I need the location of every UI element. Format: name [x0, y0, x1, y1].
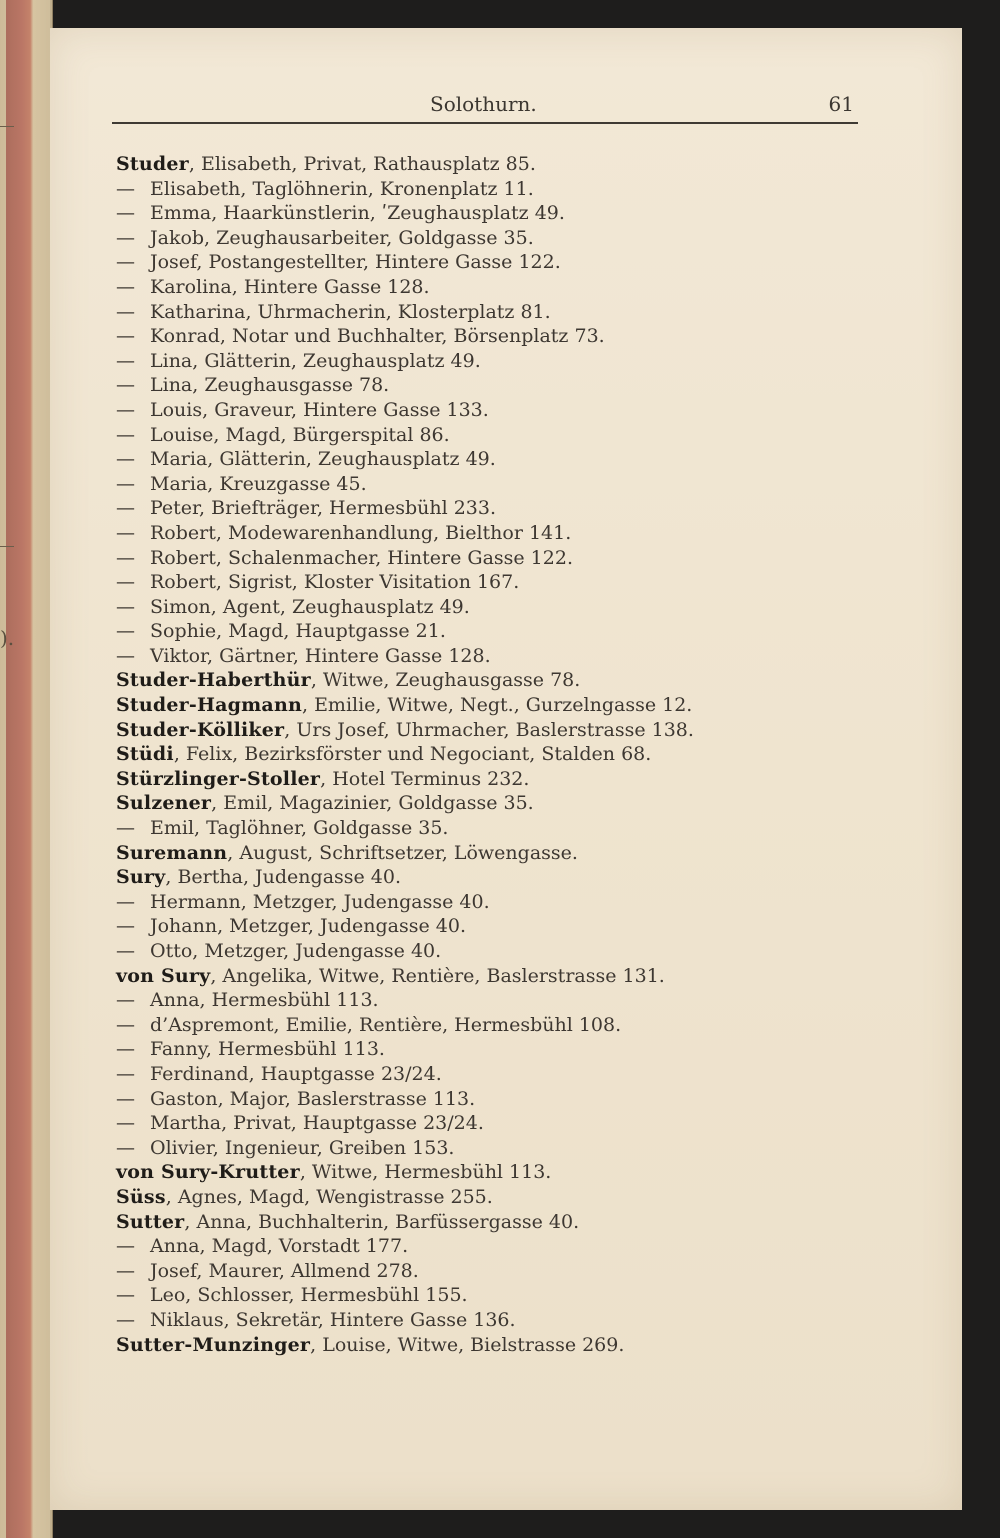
directory-entry — [116, 324, 896, 349]
directory-entry — [116, 1136, 896, 1161]
entry-details: Peter, Briefträger, Hermesbühl 233. — [150, 497, 497, 520]
directory-entry — [116, 1259, 896, 1284]
entry-surname: Sury — [116, 866, 166, 889]
entry-surname: von Sury-Krutter — [116, 1161, 300, 1184]
ditto-dash: — — [116, 595, 135, 618]
entry-surname: Studer-Kölliker — [116, 718, 285, 741]
entry-details: , Emil, Magazinier, Goldgasse 35. — [211, 792, 534, 815]
entry-details: Martha, Privat, Hauptgasse 23/24. — [150, 1112, 484, 1135]
directory-entry — [116, 1160, 896, 1185]
ditto-dash: — — [116, 817, 135, 840]
ditto-dash: — — [116, 890, 135, 913]
directory-entry — [116, 349, 896, 374]
entry-surname: Studer-Haberthür — [116, 669, 311, 692]
entry-details: Robert, Sigrist, Kloster Visitation 167. — [150, 571, 520, 594]
ditto-dash: — — [116, 1308, 135, 1331]
ditto-dash: — — [116, 177, 135, 200]
directory-entry — [116, 791, 896, 816]
entry-details: Anna, Hermesbühl 113. — [150, 989, 379, 1012]
directory-entry — [116, 472, 896, 497]
previous-page-edge — [0, 0, 53, 1538]
directory-entry — [116, 1087, 896, 1112]
ditto-dash: — — [116, 398, 135, 421]
ditto-dash: — — [116, 251, 135, 274]
entry-surname: Stüdi — [116, 743, 174, 766]
ditto-dash: — — [116, 275, 135, 298]
entry-details: Ferdinand, Hauptgasse 23/24. — [150, 1062, 442, 1085]
directory-entry — [116, 1037, 896, 1062]
book-page — [50, 28, 962, 1510]
entry-details: Maria, Kreuzgasse 45. — [150, 472, 367, 495]
directory-entry — [116, 890, 896, 915]
ditto-dash: — — [116, 497, 135, 520]
directory-entry — [116, 1283, 896, 1308]
directory-entry — [116, 447, 896, 472]
ditto-dash: — — [116, 226, 135, 249]
entry-details: , Urs Josef, Uhrmacher, Baslerstrasse 138. — [284, 718, 694, 741]
entry-details: , Hotel Terminus 232. — [320, 767, 530, 790]
ditto-dash: — — [116, 325, 135, 348]
directory-entry — [116, 644, 896, 669]
entry-details: Fanny, Hermesbühl 113. — [150, 1038, 385, 1061]
ditto-dash: — — [116, 349, 135, 372]
directory-entry — [116, 964, 896, 989]
entry-details: Olivier, Ingenieur, Greiben 153. — [150, 1136, 455, 1159]
entry-surname: Sutter — [116, 1210, 185, 1233]
ditto-dash: — — [116, 1062, 135, 1085]
directory-entry — [116, 398, 896, 423]
ditto-dash: — — [116, 423, 135, 446]
directory-entry — [116, 767, 896, 792]
entry-details: Maria, Glätterin, Zeughausplatz 49. — [150, 448, 496, 471]
directory-entry — [116, 816, 896, 841]
previous-page-rule-mark — [0, 546, 14, 547]
entry-details: Hermann, Metzger, Judengasse 40. — [150, 890, 490, 913]
directory-entry — [116, 250, 896, 275]
previous-page-rule-mark — [0, 126, 14, 127]
entry-details: , Agnes, Magd, Wengistrasse 255. — [165, 1185, 493, 1208]
ditto-dash: — — [116, 915, 135, 938]
directory-entry — [116, 496, 896, 521]
entry-details: Leo, Schlosser, Hermesbühl 155. — [150, 1284, 468, 1307]
entry-details: Josef, Maurer, Allmend 278. — [150, 1259, 419, 1282]
ditto-dash: — — [116, 1259, 135, 1282]
entry-details: Emil, Taglöhner, Goldgasse 35. — [150, 817, 449, 840]
directory-entry — [116, 1111, 896, 1136]
entry-details: Konrad, Notar und Buchhalter, Börsenplatz 73. — [150, 325, 605, 348]
entry-details: , August, Schriftsetzer, Löwengasse. — [227, 841, 578, 864]
directory-list — [116, 152, 896, 1357]
directory-entry — [116, 546, 896, 571]
ditto-dash: — — [116, 940, 135, 962]
entry-details: , Emilie, Witwe, Negt., Gurzelngasse 12. — [301, 694, 693, 717]
entry-surname: Stürzlinger-Stoller — [116, 767, 321, 790]
entry-details: , Witwe, Hermesbühl 113. — [299, 1161, 552, 1184]
entry-details: d’Aspremont, Emilie, Rentière, Hermesbühl 108. — [150, 1013, 622, 1036]
directory-entry — [116, 595, 896, 620]
entry-surname: Süss — [116, 1185, 166, 1208]
entry-details: Johann, Metzger, Judengasse 40. — [150, 915, 466, 938]
entry-details: Jakob, Zeughausarbeiter, Goldgasse 35. — [150, 226, 534, 249]
ditto-dash: — — [116, 1136, 135, 1159]
directory-entry — [116, 423, 896, 448]
entry-surname: Studer-Hagmann — [116, 694, 302, 717]
directory-entry — [116, 570, 896, 595]
ditto-dash: — — [116, 521, 135, 544]
directory-entry — [116, 373, 896, 398]
entry-details: Robert, Modewarenhandlung, Bielthor 141. — [150, 521, 572, 544]
ditto-dash: — — [116, 1284, 135, 1307]
ditto-dash: — — [116, 1087, 135, 1110]
running-header — [112, 92, 858, 124]
directory-entry — [116, 1333, 896, 1358]
ditto-dash: — — [116, 620, 135, 643]
ditto-dash: — — [116, 300, 135, 323]
ditto-dash: — — [116, 546, 135, 569]
directory-entry — [116, 914, 896, 939]
entry-details: , Angelika, Witwe, Rentière, Baslerstrasse 131. — [210, 964, 665, 987]
entry-details: , Anna, Buchhalterin, Barfüssergasse 40. — [184, 1210, 580, 1233]
entry-details: Sophie, Magd, Hauptgasse 21. — [150, 620, 446, 643]
ditto-dash: — — [116, 571, 135, 594]
entry-details: Emma, Haarkünstlerin, ʹZeughausplatz 49. — [150, 202, 565, 225]
entry-details: Louise, Magd, Bürgerspital 86. — [150, 423, 450, 446]
entry-details: , Louise, Witwe, Bielstrasse 269. — [310, 1333, 625, 1356]
ditto-dash: — — [116, 644, 135, 667]
entry-details: Otto, Metzger, Judengasse 40. — [150, 940, 442, 962]
entry-surname: Studer — [116, 153, 189, 175]
entry-details: , Felix, Bezirksförster und Negociant, Stalden 68. — [173, 743, 652, 766]
directory-entry — [116, 152, 896, 177]
entry-details: , Witwe, Zeughausgasse 78. — [310, 669, 581, 692]
entry-surname: Sutter-Munzinger — [116, 1333, 311, 1356]
ditto-dash: — — [116, 472, 135, 495]
directory-entry — [116, 177, 896, 202]
ditto-dash: — — [116, 1013, 135, 1036]
directory-entry — [116, 939, 896, 964]
directory-entry — [116, 841, 896, 866]
ditto-dash: — — [116, 1112, 135, 1135]
ditto-dash: — — [116, 989, 135, 1012]
previous-page-text-fragment: ). — [0, 626, 15, 650]
directory-entry — [116, 1210, 896, 1235]
entry-details: Robert, Schalenmacher, Hintere Gasse 122. — [150, 546, 573, 569]
directory-entry — [116, 619, 896, 644]
directory-entry — [116, 988, 896, 1013]
directory-entry — [116, 226, 896, 251]
binding-edge — [6, 0, 50, 1538]
ditto-dash: — — [116, 1038, 135, 1061]
entry-details: Simon, Agent, Zeughausplatz 49. — [150, 595, 470, 618]
directory-entry — [116, 865, 896, 890]
entry-details: Viktor, Gärtner, Hintere Gasse 128. — [150, 644, 491, 667]
page-number: 61 — [828, 92, 854, 116]
entry-details: Katharina, Uhrmacherin, Klosterplatz 81. — [150, 300, 551, 323]
ditto-dash: — — [116, 202, 135, 225]
directory-entry — [116, 1185, 896, 1210]
entry-details: Niklaus, Sekretär, Hintere Gasse 136. — [150, 1308, 516, 1331]
directory-entry — [116, 1308, 896, 1333]
directory-entry — [116, 1062, 896, 1087]
directory-entry — [116, 668, 896, 693]
entry-details: , Bertha, Judengasse 40. — [165, 866, 402, 889]
directory-entry — [116, 1234, 896, 1259]
ditto-dash: — — [116, 374, 135, 397]
entry-details: , Elisabeth, Privat, Rathausplatz 85. — [188, 153, 536, 175]
directory-entry — [116, 201, 896, 226]
entry-details: Lina, Glätterin, Zeughausplatz 49. — [150, 349, 481, 372]
ditto-dash: — — [116, 1235, 135, 1258]
entry-details: Josef, Postangestellter, Hintere Gasse 122. — [150, 251, 561, 274]
entry-surname: Suremann — [116, 841, 228, 864]
directory-entry — [116, 300, 896, 325]
directory-entry — [116, 718, 896, 743]
directory-entry — [116, 275, 896, 300]
directory-entry — [116, 1013, 896, 1038]
ditto-dash: — — [116, 448, 135, 471]
directory-entry — [116, 693, 896, 718]
entry-details: Anna, Magd, Vorstadt 177. — [150, 1235, 409, 1258]
entry-details: Lina, Zeughausgasse 78. — [150, 374, 390, 397]
directory-entry — [116, 521, 896, 546]
entry-details: Gaston, Major, Baslerstrasse 113. — [150, 1087, 476, 1110]
header-title: Solothurn. — [430, 92, 537, 116]
entry-surname: Sulzener — [116, 792, 212, 815]
entry-details: Louis, Graveur, Hintere Gasse 133. — [150, 398, 489, 421]
directory-entry — [116, 742, 896, 767]
entry-details: Karolina, Hintere Gasse 128. — [150, 275, 430, 298]
entry-details: Elisabeth, Taglöhnerin, Kronenplatz 11. — [150, 177, 534, 200]
entry-surname: von Sury — [116, 964, 211, 987]
